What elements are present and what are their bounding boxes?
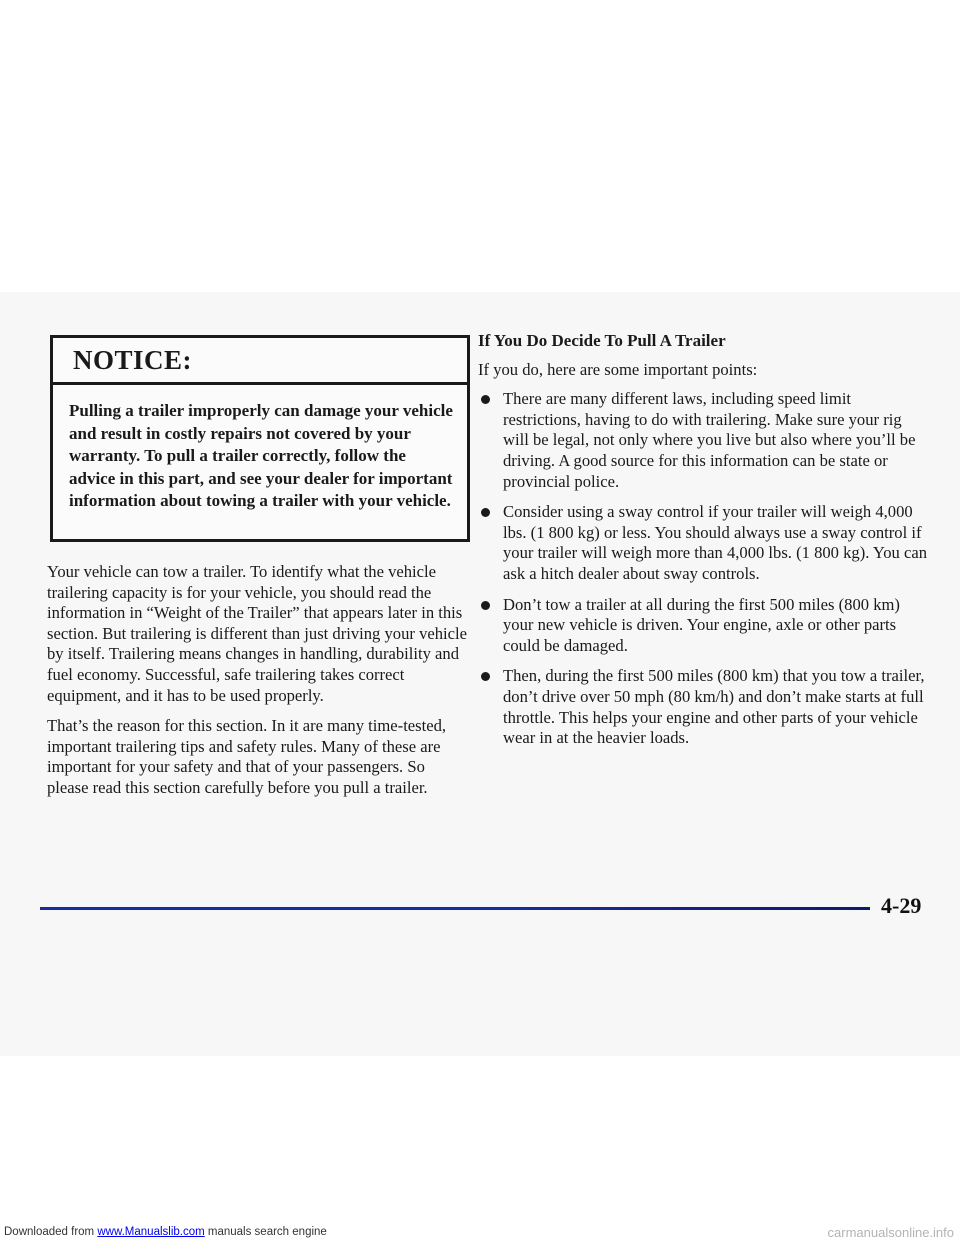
notice-title: NOTICE:: [73, 344, 193, 375]
list-item-text: There are many different laws, including speed limit restrictions, having to do with trailering. Make sure your rig will be legal, not only where you live but also where you’ll be driving. A good source for this information can be state or provincial police.: [503, 389, 916, 491]
bullet-icon: [481, 672, 490, 681]
download-prefix: Downloaded from: [4, 1226, 98, 1238]
intro-text: If you do, here are some important points:: [478, 359, 758, 379]
list-item: [478, 502, 928, 584]
download-footer: [0, 1225, 960, 1242]
list-item: [478, 389, 928, 492]
list-item-text: Don’t tow a trailer at all during the first 500 miles (800 km) your new vehicle is driven. Your engine, axle or other parts could be damaged.: [503, 594, 900, 655]
section-heading: If You Do Decide To Pull A Trailer: [478, 331, 726, 350]
download-suffix: manuals search engine: [204, 1226, 327, 1238]
bullet-icon: [481, 395, 490, 404]
bullet-icon: [481, 508, 490, 517]
notice-header: [53, 338, 467, 385]
footer-rule: [40, 907, 870, 910]
list-item-text: Consider using a sway control if your trailer will weigh 4,000 lbs. (1 800 kg) or less. You should always use a sway control if your trailer will weigh more than 4,000 lbs. (1 800 kg). You can ask a hitch dealer about sway controls.: [503, 502, 927, 583]
manualslib-link[interactable]: www.Manualslib.com: [97, 1226, 205, 1238]
notice-box: [50, 335, 470, 542]
right-column: [478, 331, 928, 759]
paragraph-trailer-capacity: Your vehicle can tow a trailer. To identify what the vehicle trailering capacity is for your vehicle, you should read the information in “Weight of the Trailer” that appears later in this section. But trailering is different than just driving your vehicle by itself. Trailering means changes in handling, durability and fuel economy. Successful, safe trailering takes correct equipment, and it has to be used properly.: [47, 562, 467, 705]
bullet-list: [478, 389, 928, 749]
left-column: [47, 562, 467, 809]
watermark: carmanualsonline.info: [827, 1225, 954, 1240]
list-item: [478, 595, 928, 657]
bullet-icon: [481, 601, 490, 610]
page-number: 4-29: [881, 893, 922, 918]
download-notice: [4, 1226, 327, 1238]
paragraph-section-reason: That’s the reason for this section. In it are many time-tested, important trailering tips and safety rules. Many of these are important for your safety and that of your passengers. So please read this section carefully before you pull a trailer.: [47, 716, 447, 797]
list-item: [478, 666, 928, 748]
list-item-text: Then, during the first 500 miles (800 km) that you tow a trailer, don’t drive over 50 mph (80 km/h) and don’t make starts at full throttle. This helps your engine and other parts of your vehicle wear in at the heavier loads.: [503, 666, 925, 748]
notice-text: Pulling a trailer improperly can damage your vehicle and result in costly repairs not covered by your warranty. To pull a trailer correctly, follow the advice in this part, and see your dealer for important information about towing a trailer with your vehicle.: [69, 401, 453, 510]
